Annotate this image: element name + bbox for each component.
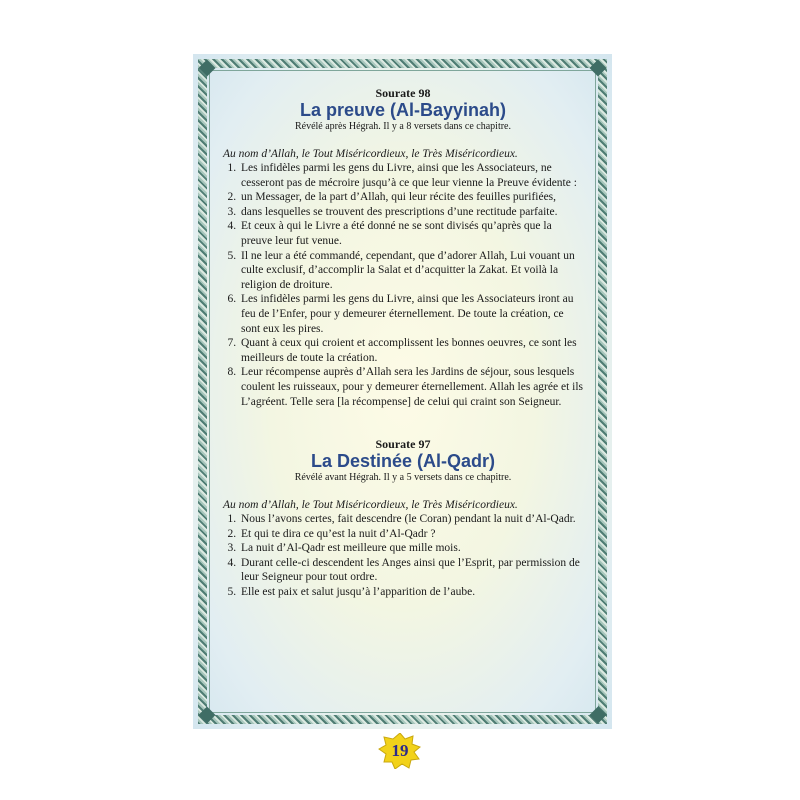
surah-info: Révélé après Hégrah. Il y a 8 versets dans ce chapitre. (294, 121, 511, 132)
verse: 2. un Messager, de la part d’Allah, qui leur récite des feuilles purifiées, (239, 190, 583, 205)
invocation: Au nom d’Allah, le Tout Miséricordieux, le Très Miséricordieux. (223, 148, 518, 160)
surah-label: Sourate 97 (375, 437, 431, 452)
surah-label: Sourate 98 (375, 86, 431, 100)
verse: 4. Et ceux à qui le Livre a été donné ne se sont divisés qu’après que la preuve leur fut venue. (239, 219, 583, 248)
verse: 6. Les infidèles parmi les gens du Livre, ainsi que les Associateurs iront au feu de l’Enfer, pour y demeurer éternellement. De toute la création, ce sont eux les pires. (239, 292, 583, 336)
verse: 5. Il ne leur a été commandé, cependant, que d’adorer Allah, Lui vouant un culte exclusif, d’accomplir la Salat et d’acquitter la Zakat. Et voilà la religion de droiture. (239, 249, 583, 293)
section-spacer (223, 409, 583, 437)
verse: 5. Elle est paix et salut jusqu’à l’apparition de l’aube. (239, 585, 583, 600)
verse-list (223, 512, 583, 600)
verse: 3. dans lesquelles se trouvent des prescriptions d’une rectitude parfaite. (239, 205, 583, 220)
book-page (193, 54, 612, 729)
verse: 1. Les infidèles parmi les gens du Livre, ainsi que les Associateurs, ne cesseront pas de mécroire jusqu’à ce que leur vienne la Preuve évidente : (239, 161, 583, 190)
surah-section (223, 437, 583, 600)
surah-title: La preuve (Al-Bayyinah) (299, 100, 507, 120)
surah-info: Révélé avant Hégrah. Il y a 5 versets dans ce chapitre. (294, 472, 512, 484)
surah-title: La Destinée (Al-Qadr) (310, 451, 496, 472)
page-number-badge (378, 733, 422, 769)
verse: 1. Nous l’avons certes, fait descendre (le Coran) pendant la nuit d’Al-Qadr. (239, 512, 583, 527)
verse-list (223, 161, 583, 409)
page-number: 19 (391, 741, 409, 760)
verse: 4. Durant celle-ci descendent les Anges ainsi que l’Esprit, par permission de leur Seigneur pour tout ordre. (239, 556, 583, 585)
verse: 7. Quant à ceux qui croient et accomplissent les bonnes oeuvres, ce sont les meilleurs de toute la création. (239, 336, 583, 365)
verse: 2. Et qui te dira ce qu’est la nuit d’Al-Qadr ? (239, 527, 583, 542)
surah-section (223, 86, 583, 409)
verse: 8. Leur récompense auprès d’Allah sera les Jardins de séjour, sous lesquels coulent les ruisseaux, pour y demeurer éternellement. Allah les agrée et ils L’agréent. Telle sera [la récompense] de celui qui craint son Seigneur. (239, 365, 583, 409)
page-content (223, 86, 583, 600)
invocation: Au nom d’Allah, le Tout Miséricordieux, le Très Miséricordieux. (223, 499, 518, 512)
verse: 3. La nuit d’Al-Qadr est meilleure que mille mois. (239, 541, 583, 556)
